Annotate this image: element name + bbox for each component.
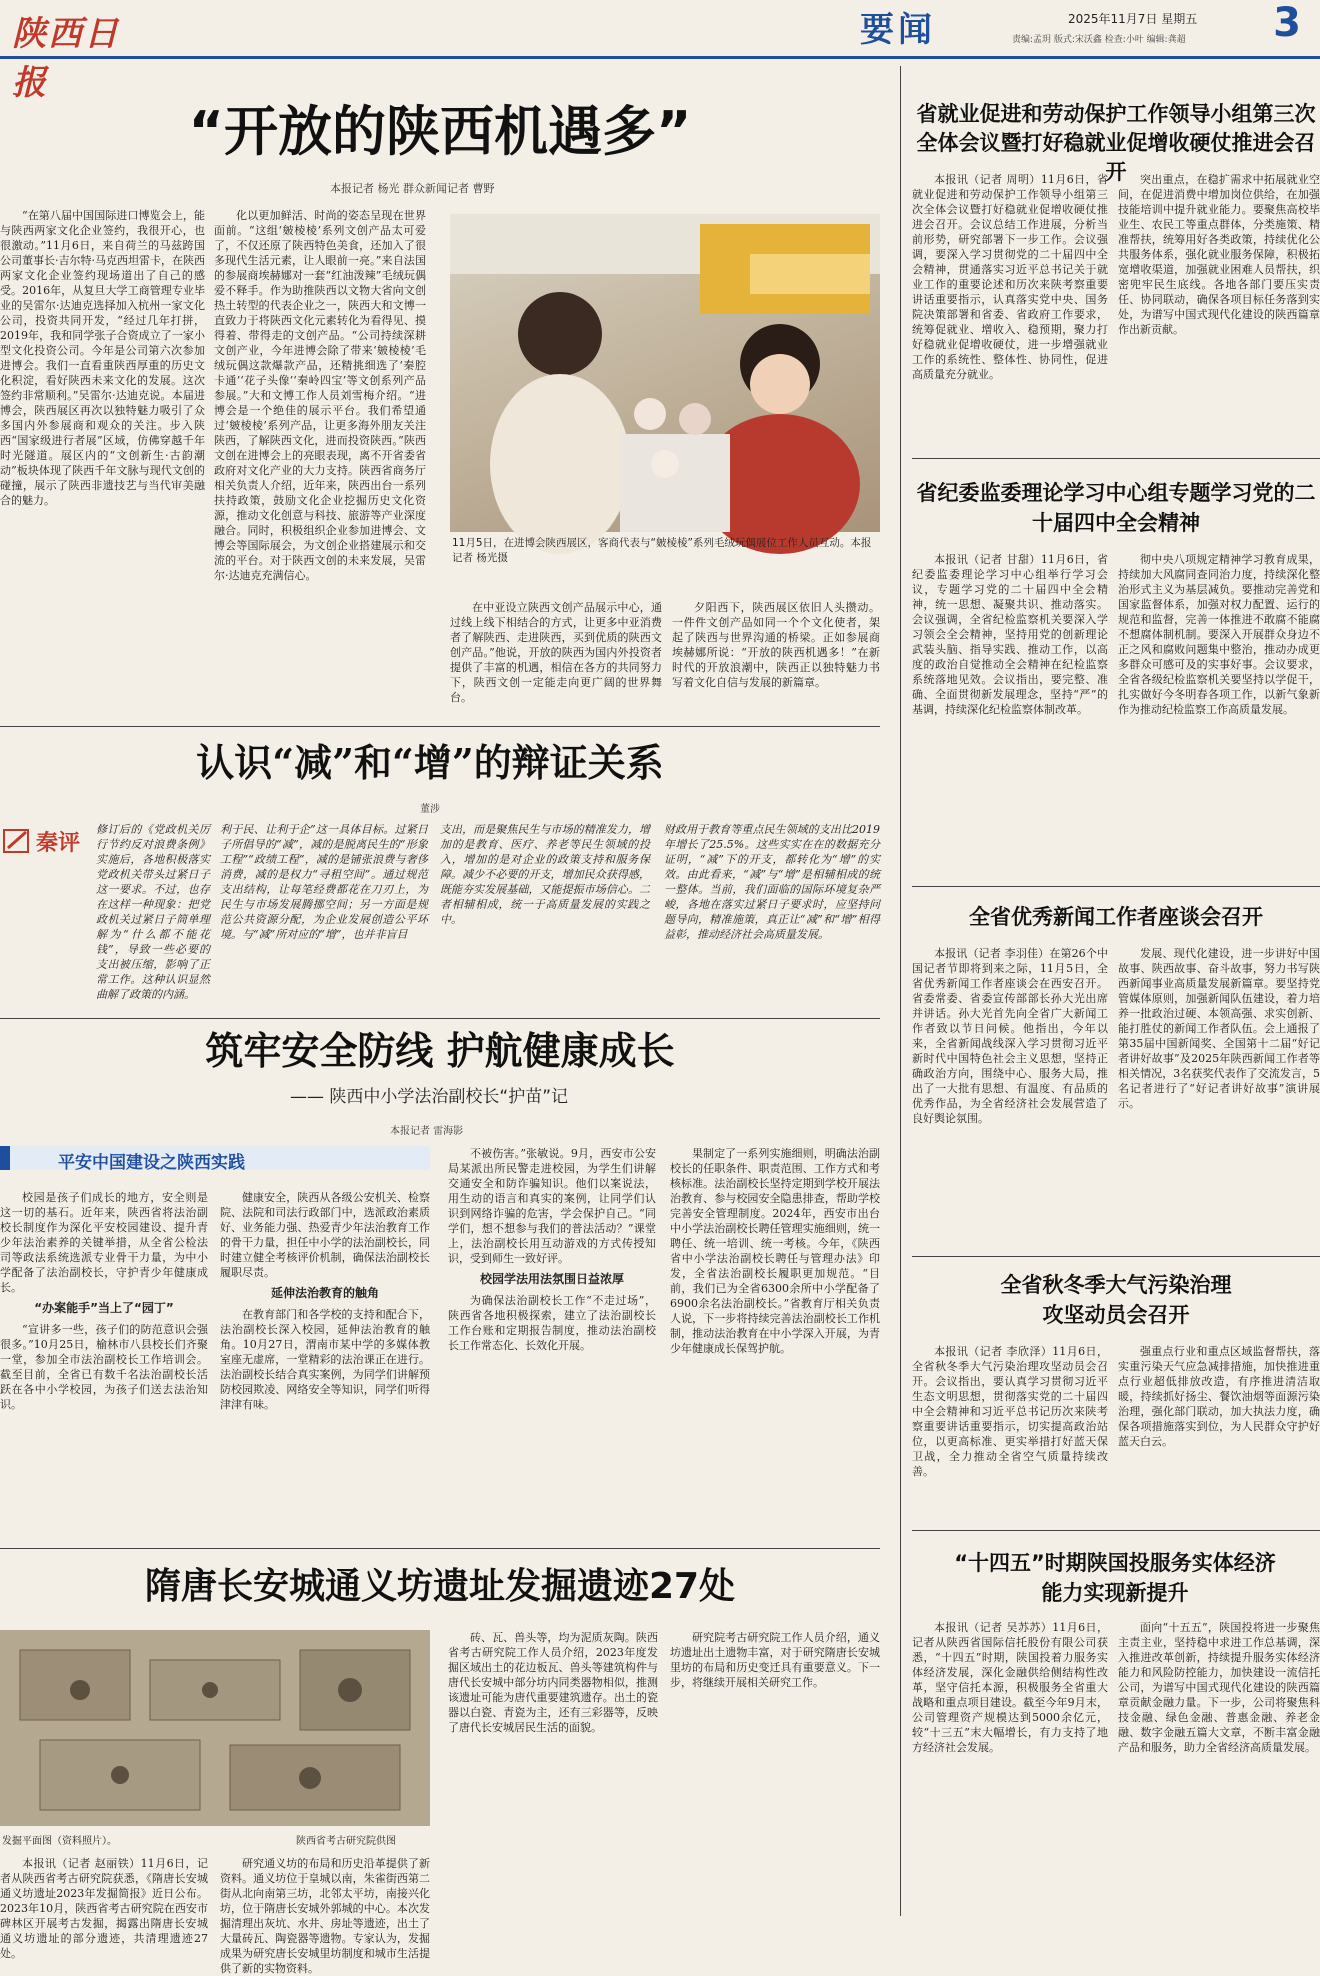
r2-col1-text: 本报讯（记者 甘甜）11月6日，省纪委监委理论学习中心组举行学习会议，专题学习党的二十届四中全会精神，统一思想、凝聚共识、推动落实。会议强调，全省纪检监察机关要深入学习领会全会精神，坚持用党的创新理论武装头脑、指导实践、推动工作，以高度的政治自觉推动全会精神在纪检监察系统落地见效。会议指出，要完整、准确、全面贯彻新发展理念，坚持“严”的基调，持续深化纪检监察体制改革。 [912, 553, 1108, 716]
section-title: 要闻 [860, 10, 936, 50]
r2-col2-text: 彻中央八项规定精神学习教育成果，持续加大风腐同查同治力度，持续深化整治形式主义为基层减负。要推动完善党和国家监督体系，加强对权力配置、运行的规范和监督，完善一体推进不敢腐不能腐不想腐体制机制。要深入开展群众身边不正之风和腐败问题集中整治，推动办成更多群众可感可及的实事好事。会议要求，全省各级纪检监察机关要坚持以学促干，扎实做好今冬明春各项工作，以新气象新作为推动纪检监察工作高质量发展。 [1118, 553, 1320, 716]
commentary-col3 [440, 822, 650, 1010]
r2-bottom-rule [912, 886, 1320, 887]
commentary-col1-text: 修订后的《党政机关厉行节约反对浪费条例》实施后，各地积极落实党政机关带头过紧日子这一要求。不过，也存在这样一种现象：把党政机关过紧日子简单理解为“什么都不能花钱”，导致一些必要的支出被压缩，影响了正常工作。这种认识显然曲解了政策的内涵。 [96, 823, 210, 1001]
r5-headline: “十四五”时期陕国投服务实体经济能力实现新提升 [954, 1551, 1276, 1605]
a3-col4-text: 研究院考古研究院工作人员介绍，通义坊遗址出土遗物丰富，对于研究隋唐长安城里坊的布局和历史变迁具有重要意义。下一步，将继续开展相关研究工作。 [670, 1631, 880, 1689]
commentary-col3-text: 支出，而是聚焦民生与市场的精准发力，增加的是教育、医疗、养老等民生领域的投入，增加的是对企业的政策支持和服务保障。减少不必要的开支，增加民众获得感，既能夯实发展基础，又能提振市场信心。二者相辅相成，统一于高质量发展的实践之中。 [440, 823, 650, 926]
r3-headline: 全省优秀新闻工作者座谈会召开 [969, 905, 1263, 929]
r5-col2 [1118, 1620, 1320, 1916]
credits: 责编:孟玥 版式:宋沃鑫 检查:小叶 编辑:龚超 [1012, 35, 1186, 45]
a3-photo [0, 1630, 430, 1826]
r2-headline: 省纪委监委理论学习中心组专题学习党的二十届四中全会精神 [916, 481, 1316, 535]
a1-col2 [214, 208, 426, 720]
paper-logo: 陕西日报 [12, 14, 120, 103]
a2-col1 [0, 1190, 208, 1542]
a1-photo-caption: 11月5日，在进博会陕西展区，客商代表与“皴棱棱”系列毛绒玩偶展位工作人员互动。本报记者 杨光摄 [452, 537, 872, 564]
a3-col1 [0, 1856, 208, 1960]
date: 2025年11月7日 [1068, 12, 1158, 26]
r4-bottom-rule [912, 1530, 1320, 1531]
a1-col4 [672, 600, 880, 718]
a2-col2b-text: 在教育部门和各学校的支持和配合下，法治副校长深入校园，延伸法治教育的触角。10月27日，渭南市某中学的多媒体教室座无虚席，一堂精彩的法治课正在进行。法治副校长结合真实案例，为同学们讲解预防校园欺凌、网络安全等知识，同学们听得津津有味。 [220, 1308, 430, 1411]
a1-headline: “开放的陕西机遇多” [188, 100, 692, 163]
a1-col4-text: 夕阳西下，陕西展区依旧人头攒动。一件件文创产品如同一个个文化使者，架起了陕西与世界沟通的桥梁。正如参展商埃赫娜所说：“开放的陕西机遇多！”在新时代的开放浪潮中，陕西正以独特魅力书写着文化自信与发展的新篇章。 [672, 601, 880, 689]
r4-col2 [1118, 1344, 1320, 1514]
r1-col1-text: 本报讯（记者 周明）11月6日，省就业促进和劳动保护工作领导小组第三次全体会议暨打好稳就业促增收硬仗推进会召开。会议总结工作进展，分析当前形势，研究部署下一步工作。会议强调，要深入学习贯彻党的二十届四中全会精神，贯通落实习近平总书记关于就业工作的重要论述和历次来陕考察重要讲话重要指示，认真落实党中央、国务院决策部署和省委、省政府工作要求，统筹促就业、增收入、稳预期，聚力打好稳就业促增收硬仗，进一步增强就业工作的系统性、整体性、协同性，促进高质量充分就业。 [912, 173, 1108, 381]
a2-bottom-rule [0, 1548, 880, 1549]
a3-col2-text: 研究通义坊的布局和历史沿革提供了新资料。通义坊位于皇城以南，朱雀街西第二街从北向南第三坊，北邻太平坊，南接兴化坊，位于隋唐长安城外郭城的中心。本次发掘清理出灰坑、水井、房址等遗迹，出土了大量砖瓦、陶瓷器等遗物。专家认为，发掘成果为研究唐长安城里坊制度和城市生活提供了新的实物资料。 [220, 1857, 430, 1975]
a2-headline: 筑牢安全防线 护航健康成长 [205, 1029, 675, 1073]
a1-photo-illustration [450, 214, 880, 532]
a1-col1-text: “在第八届中国国际进口博览会上，能与陕西两家文化企业签约，我很开心，也很激动。”11月6日，来自荷兰的马兹跨国公司董事长·吉尔特·马克西坦雷卡，在陕西两家文化企业签约现场道出了自己的感受。2016年，从复旦大学工商管理专业毕业的吴雷尔·达迪克选择加入杭州一家文化公司，投资共同开发，“经过几年打拼，2019年，我和同学张子合资成立了一家小型文化投资公司。今年是公司第六次参加进博会。我们一直看重陕西厚重的历史文化积淀，看好陕西未来文化的发展。这次签约非常顺利。”吴雷尔·达迪克说。本届进博会，陕西展区再次以独特魅力吸引了众多国内外参展商和观众的关注。步入陕西“国家级进行者展”区域，仿佛穿越千年时光隧道。展区内的“文创新生·古韵潮动”板块体现了陕西千年文脉与现代文创的碰撞，展示了陕西非遗技艺与当代审美融合的魅力。 [0, 209, 205, 507]
commentary-col2-text: 利于民、让利于企”这一具体目标。过紧日子所倡导的“减”，减的是脱离民生的“形象工程”“政绩工程”，减的是铺张浪费与奢侈消费，减的是权力“寻租空间”。通过规范支出结构，让每笔经费都花在刀刃上，为民生与市场发展腾挪空间；另一方面是规范公共资源分配，为企业发展创造公平环境。与“减”所对应的“增”，也并非盲目 [220, 823, 428, 941]
a1-col3 [450, 600, 662, 718]
r4-col1-text: 本报讯（记者 李欣泽）11月6日，全省秋冬季大气污染治理攻坚动员会召开。会议指出，要认真学习贯彻习近平生态文明思想，贯彻落实党的二十届四中全会精神和习近平总书记历次来陕考察重要讲话重要指示，切实提高政治站位，以更高标准、更实举措打好蓝天保卫战，全力推动全省空气质量持续改善。 [912, 1345, 1108, 1478]
r2-col1 [912, 552, 1108, 860]
a3-photo-caption: 发掘平面图（资料照片）。 [2, 1836, 117, 1847]
a2-col2 [220, 1190, 430, 1542]
a2-col4 [670, 1146, 880, 1542]
a2-col3-text: 不被伤害。”张敏说。9月，西安市公安局某派出所民警走进校园，为学生们讲解交通安全和防诈骗知识。他们以案说法，用生动的语言和真实的案例，让同学们认识到网络诈骗的危害，学会保护自己。“同学们，想不想参与我们的普法活动？”课堂上，法治副校长用互动游戏的方式传授知识，受到师生一致好评。 [448, 1147, 656, 1265]
a3-col3 [448, 1630, 658, 1916]
a3-headline: 隋唐长安城通义坊遗址发掘遗迹27处 [144, 1566, 736, 1607]
a2-col4-text: 果制定了一系列实施细则，明确法治副校长的任职条件、职责范围、工作方式和考核标准。法治副校长坚持定期到学校开展法治教育、参与校园安全隐患排查，帮助学校完善安全管理制度。2024年，西安市出台中小学法治副校长聘任管理实施细则，统一聘任、统一培训、统一考核。今年，《陕西省中小学法治副校长聘任与管理办法》印发，全省法治副校长履职更加规范。“目前，我们已为全省6300余所中小学配备了6900余名法治副校长。”省教育厅相关负责人说，下一步将持续完善法治副校长工作机制，推动法治教育在中小学深入开展，为青少年健康成长保驾护航。 [670, 1147, 880, 1355]
a3-col2 [220, 1856, 430, 1975]
r3-col2-text: 发展、现代化建设，进一步讲好中国故事、陕西故事、奋斗故事，努力书写陕西新闻事业高质量发展新篇章。要坚持党管媒体原则，加强新闻队伍建设，着力培养一批政治过硬、本领高强、求实创新、能打胜仗的新闻工作者队伍。会上通报了第35届中国新闻奖、全国第十二届“好记者讲好故事”及2025年陕西新闻工作者等相关情况，3名获奖代表作了交流发言，5名记者进行了“好记者讲好故事”演讲展示。 [1118, 947, 1320, 1110]
r5-col1 [912, 1620, 1108, 1916]
a3-col3-text: 砖、瓦、兽头等，均为泥质灰陶。陕西省考古研究院工作人员介绍，2023年度发掘区域出土的花边板瓦、兽头等建筑构件与唐代长安城中部分坊内同类器物相似，推测该遗址可能为唐代重要建筑遗存。出土的瓷器以白瓷、青瓷为主，还有三彩器等，反映了唐代长安城居民生活的面貌。 [448, 1631, 658, 1734]
r1-col2 [1118, 172, 1320, 438]
commentary-headline: 认识“减”和“增”的辩证关系 [196, 740, 664, 785]
a1-col1 [0, 208, 205, 720]
r4-headline: 全省秋冬季大气污染治理攻坚动员会召开 [1000, 1273, 1232, 1327]
a2-byline: 本报记者 雷海影 [390, 1126, 464, 1137]
r5-col1-text: 本报讯（记者 吴苏苏）11月6日，记者从陕西省国际信托股份有限公司获悉，“十四五”时期，陕国投着力服务实体经济发展，深化金融供给侧结构性改革，坚守信托本源，积极服务全省重大战略和重点项目建设。截至今年9月末，公司管理资产规模达到5000余亿元，较“十三五”末大幅增长，有力支持了地方经济社会发展。 [912, 1621, 1108, 1754]
a3-photo-credit: 陕西省考古研究院供图 [296, 1836, 396, 1847]
r2-col2 [1118, 552, 1320, 860]
a2-banner [0, 1146, 430, 1173]
commentary-col4 [664, 822, 880, 1010]
column-divider [900, 66, 901, 1916]
a1-photo [450, 214, 880, 532]
a2-col3b-text: 为确保法治副校长工作“不走过场”，陕西省各地积极探索，建立了法治副校长工作台账和定期报告制度，推动法治副校长工作常态化、长效化开展。 [448, 1294, 656, 1352]
r3-bottom-rule [912, 1256, 1320, 1257]
a2-col1-text: 校园是孩子们成长的地方，安全则是这一切的基石。近年来，陕西省将法治副校长制度作为深化平安校园建设、提升青少年法治素养的关键举措，从全省公检法司等政法系统选派专业骨干力量，为中小学配备了法治副校长，守护青少年健康成长。 [0, 1191, 208, 1294]
a1-byline: 本报记者 杨光 群众新闻记者 曹野 [330, 182, 495, 195]
page-number: 3 [1273, 0, 1301, 46]
r1-headline: 省就业促进和劳动保护工作领导小组第三次全体会议暨打好稳就业促增收硬仗推进会召开 [916, 102, 1316, 184]
a2-subhead-1: “办案能手”当上了“园丁” [34, 1301, 174, 1315]
a2-subhead-2: 延伸法治教育的触角 [270, 1286, 379, 1300]
a2-col3 [448, 1146, 656, 1542]
r3-col2 [1118, 946, 1320, 1246]
commentary-tag-label: 秦评 [36, 831, 81, 856]
a1-col3-text: 在中亚设立陕西文创产品展示中心，通过线上线下相结合的方式，让更多中亚消费者了解陕西、走进陕西，买到优质的陕西文创产品。”他说，开放的陕西为国内外投资者提供了丰富的机遇，相信在各方的共同努力下，陕西文创一定能走向更广阔的世界舞台。 [450, 601, 662, 704]
r1-bottom-rule [912, 458, 1320, 459]
a3-excavation-illustration [0, 1630, 430, 1826]
masthead-date [1068, 10, 1248, 28]
a2-subtitle: —— 陕西中小学法治副校长“护苗”记 [290, 1087, 569, 1107]
a3-col4 [670, 1630, 880, 1916]
r1-col1 [912, 172, 1108, 438]
masthead [0, 0, 1320, 103]
a1-col2-text: 化以更加鲜活、时尚的姿态呈现在世界面前。“这组‘皴棱棱’系列文创产品太可爱了，不仅还原了陕西特色美食，还加入了很多现代生活元素，让人眼前一亮。”来自法国的参展商埃赫娜对一套“红油泼辣”毛绒玩偶爱不释手。作为助推陕西以文物大省向文创热土转型的代表企业之一，陕西大和文博一直致力于将陕西文化元素转化为看得见、摸得着、带得走的文创产品。“公司持续深耕文创产业，今年进博会除了带来‘皴棱棱’毛绒玩偶这款爆款产品，还精挑细选了‘秦腔卡通’‘花子头像’‘秦岭四宝’等文创系列产品参展。”大和文博工作人员刘雪梅介绍。“进博会是一个绝佳的展示平台。我们希望通过‘皴棱棱’系列产品，让更多海外朋友关注陕西，了解陕西文化，进而投资陕西。”陕西文创在进博会上的亮眼表现，离不开省委省政府对文化产业的大力支持。陕西省商务厅相关负责人介绍，近年来，陕西出台一系列扶持政策，鼓励文化企业挖掘历史文化资源，推动文化创意与科技、旅游等产业深度融合。同时，积极组织企业参加进博会、文博会等国际展会，为文创企业搭建展示和交流的平台。对于陕西文创的未来发展，吴雷尔·达迪克充满信心。 [214, 209, 426, 582]
r3-col1 [912, 946, 1108, 1246]
r1-col2-text: 突出重点，在稳扩需求中拓展就业空间，在促进消费中增加岗位供给，在加强技能培训中提升就业能力。要聚焦高校毕业生、农民工等重点群体，分类施策、精准帮扶，统筹用好各类政策，持续优化公共服务体系，强化就业服务保障，积极拓宽增收渠道，加强就业困难人员帮扶，织密兜牢民生底线。各地各部门要压实责任、协同联动，确保各项目标任务落到实处，为谱写中国式现代化建设的陕西篇章作出新贡献。 [1118, 173, 1320, 336]
commentary-col4-text: 财政用于教育等重点民生领域的支出比2019年增长了25.5%。这些实实在在的数据充分证明，“减”下的开支，都转化为“增”的实效。由此看来，“减”与“增”是相辅相成的统一整体。当前，我们面临的国际环境复杂严峻，各地在落实过紧日子要求时，应坚持问题导向，精准施策，真正让“减”和“增”相得益彰，推动经济社会高质量发展。 [664, 823, 880, 941]
commentary-col2 [220, 822, 428, 1010]
a2-col2-text: 健康安全，陕西从各级公安机关、检察院、法院和司法行政部门中，选派政治素质好、业务能力强、热爱青少年法治教育工作的骨干力量，担任中小学的法治副校长，同时建立健全考核评价机制，确保法治副校长履职尽责。 [220, 1191, 430, 1279]
r4-col1 [912, 1344, 1108, 1514]
a2-banner-label: 平安中国建设之陕西实践 [58, 1153, 245, 1173]
a2-col1b-text: “宣讲多一些，孩子们的防范意识会强很多。”10月25日，榆林市八县校长们齐聚一堂，参加全市法治副校长工作培训会。截至目前，全省已有数千名法治副校长活跃在各中小学校园，为孩子们送去法治知识。 [0, 1323, 208, 1411]
masthead-rule [0, 56, 1320, 59]
commentary-col1 [0, 822, 210, 1010]
r5-col2-text: 面向“十五五”，陕国投将进一步聚焦主责主业，坚持稳中求进工作总基调，深入推进改革创新，持续提升服务实体经济能力和风险防控能力，加快建设一流信托公司，为谱写中国式现代化建设的陕西篇章贡献金融力量。下一步，公司将聚焦科技金融、绿色金融、普惠金融、养老金融、数字金融五篇大文章，不断丰富金融产品和服务，助力全省经济高质量发展。 [1118, 1621, 1320, 1754]
a1-bottom-rule [0, 726, 880, 727]
r4-col2-text: 强重点行业和重点区域监督帮扶，落实重污染天气应急减排措施，加快推进重点行业超低排放改造，有序推进清洁取暖，持续抓好扬尘、餐饮油烟等面源污染治理，强化部门联动，加大执法力度，确保各项措施落实到位，为人民群众守护好蓝天白云。 [1118, 1345, 1320, 1448]
commentary-bottom-rule [0, 1018, 880, 1019]
weekday: 星期五 [1161, 12, 1198, 26]
commentary-byline: 董涉 [420, 804, 440, 815]
a2-subhead-3: 校园学法用法氛围日益浓厚 [479, 1272, 624, 1286]
r3-col1-text: 本报讯（记者 李羽佳）在第26个中国记者节即将到来之际，11月5日，全省优秀新闻工作者座谈会在西安召开。省委常委、省委宣传部部长孙大光出席并讲话。孙大光首先向全省广大新闻工作者致以节日问候。他指出，今年以来，全省新闻战线深入学习贯彻习近平新时代中国特色社会主义思想，坚持正确政治方向，围绕中心、服务大局，推出了一大批有思想、有温度、有品质的优秀作品，为全省经济社会发展营造了良好舆论氛围。 [912, 947, 1108, 1125]
a3-col1-text: 本报讯（记者 赵丽铁）11月6日，记者从陕西省考古研究院获悉，《隋唐长安城通义坊遗址2023年发掘简报》近日公布。2023年10月，陕西省考古研究院在西安市碑林区开展考古发掘，揭露出隋唐长安城通义坊遗址的部分遗迹，共清理遗迹27处。 [0, 1857, 208, 1960]
